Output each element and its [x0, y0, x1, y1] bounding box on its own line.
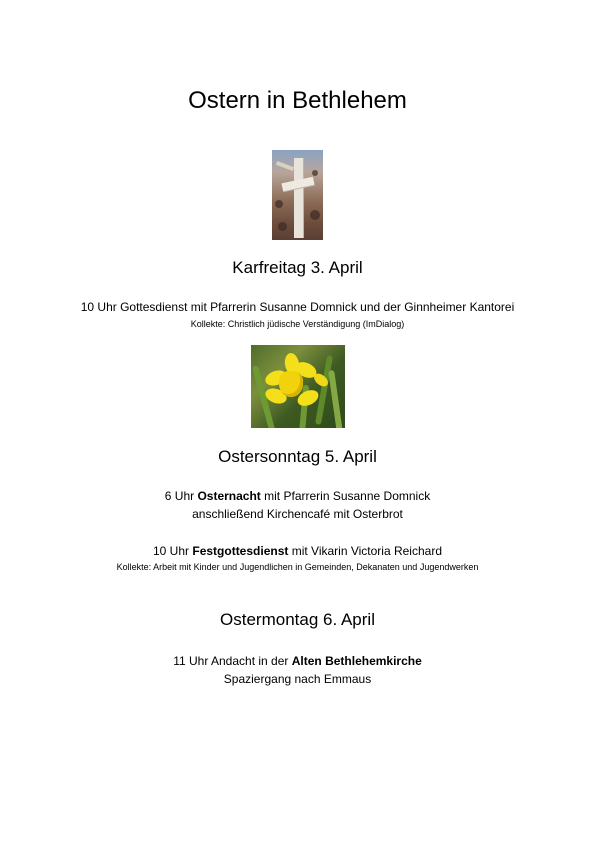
festgottesdienst-with: mit Vikarin Victoria Reichard [288, 544, 442, 558]
osternacht-with: mit Pfarrerin Susanne Domnick [260, 489, 431, 503]
osternacht-line [0, 488, 595, 504]
ostersonntag-heading: Ostersonntag 5. April [218, 447, 377, 466]
andacht-place: Alten Bethlehemkirche [291, 654, 422, 668]
andacht-text: 11 Uhr Andacht in der [173, 654, 292, 668]
karfreitag-heading: Karfreitag 3. April [232, 258, 363, 277]
osternacht-line2: anschließend Kirchencafé mit Osterbrot [192, 507, 403, 521]
festgottesdienst-time: 10 Uhr [153, 544, 193, 558]
festgottesdienst-collection: Kollekte: Arbeit mit Kinder und Jugendlichen in Gemeinden, Dekanaten und Jugendwerken [116, 562, 479, 572]
osternacht-time: 6 Uhr [164, 489, 198, 503]
karfreitag-collection: Kollekte: Christlich jüdische Verständigung (ImDialog) [190, 319, 405, 329]
osternacht-title: Osternacht [197, 489, 261, 503]
andacht-line [0, 653, 595, 669]
festgottesdienst-line [0, 543, 595, 559]
andacht-line2: Spaziergang nach Emmaus [223, 672, 372, 686]
ostermontag-heading: Ostermontag 6. April [220, 610, 375, 629]
daffodil-photo [251, 345, 345, 428]
cross-photo [272, 150, 323, 240]
festgottesdienst-title: Festgottesdienst [192, 544, 289, 558]
page-title: Ostern in Bethlehem [188, 87, 407, 114]
karfreitag-service-line: 10 Uhr Gottesdienst mit Pfarrerin Susanne Domnick und der Ginnheimer Kantorei [80, 300, 515, 314]
